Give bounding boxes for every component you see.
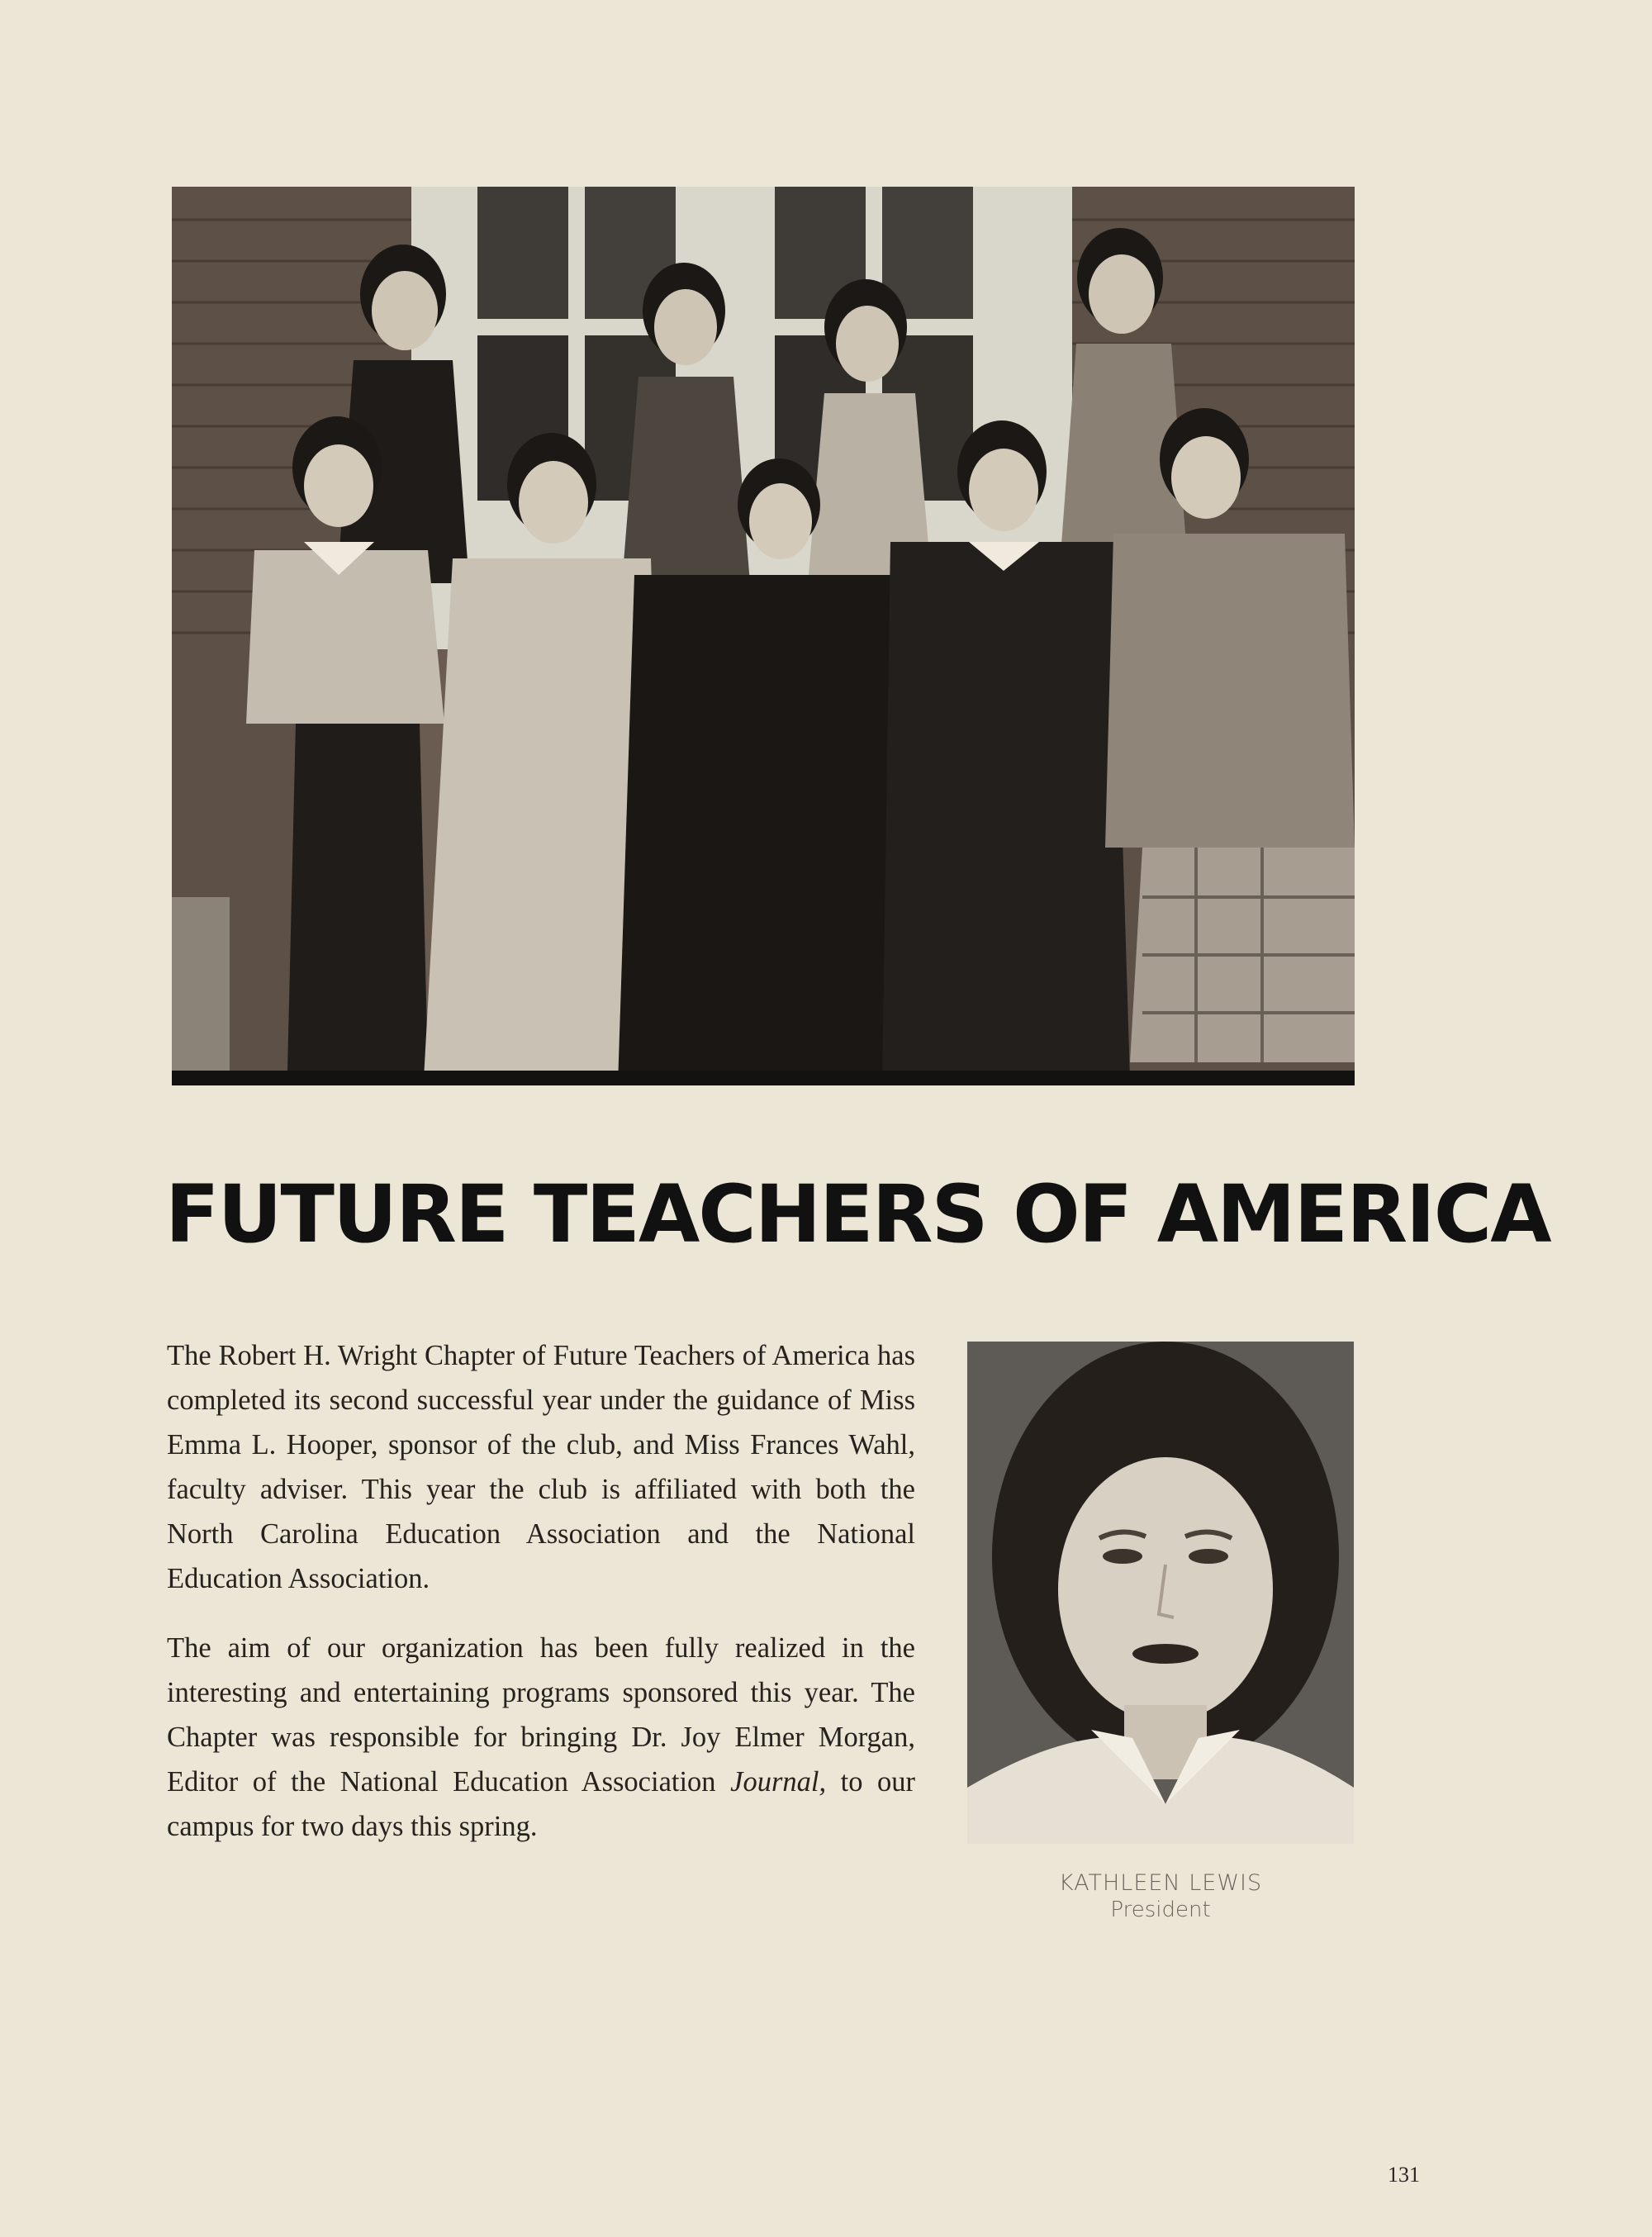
group-photo [172, 187, 1355, 1085]
group-photo-image [172, 187, 1355, 1085]
page-number: 131 [1388, 2163, 1420, 2187]
article-body [167, 1333, 915, 1874]
portrait-caption [967, 1870, 1354, 1923]
portrait-photo [967, 1342, 1354, 1844]
portrait-image [967, 1342, 1354, 1844]
article-paragraph-2-tail: to our campus for two days this spring. [167, 1766, 916, 1842]
article-paragraph-1: The Robert H. Wright Chapter of Future Teachers of America has completed its second successful year under the guidance of Miss Emma L. Hooper, sponsor of the club, and Miss Frances Wahl, faculty adviser. This year the club is affiliated with both the North Carolina Education Association and the National Education Association. [167, 1340, 915, 1594]
journal-title: Journal, [730, 1766, 827, 1798]
article-paragraph-2 [167, 1626, 915, 1849]
president-name: KATHLEEN LEWIS [1058, 1870, 1263, 1896]
president-role: President [1110, 1897, 1211, 1922]
page-title: FUTURE TEACHERS OF AMERICA [165, 1168, 1550, 1261]
article-paragraph-2-text: The aim of our organization has been fully realized in the interesting and entertaining programs sponsored this year. The Chapter was responsible for bringing Dr. Joy Elmer Morgan, Editor of the National Education Association [167, 1632, 915, 1798]
